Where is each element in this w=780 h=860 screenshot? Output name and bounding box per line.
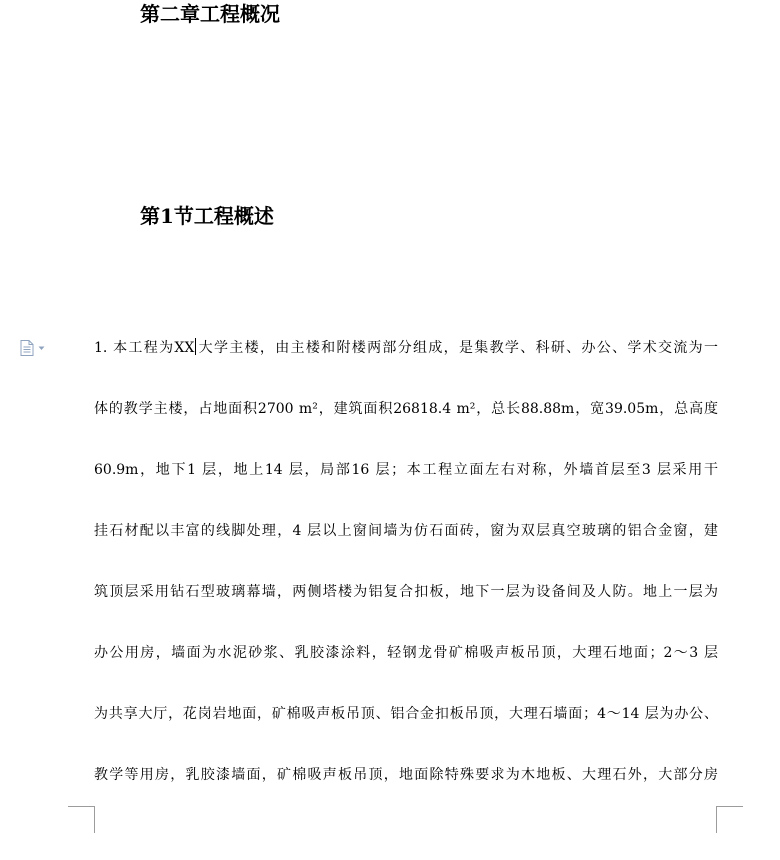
paragraph-line: [94, 334, 718, 395]
page-corner-mark-right: [716, 806, 743, 833]
paragraph-line: 为共享大厅，花岗岩地面，矿棉吸声板吊顶、铝合金扣板吊顶，大理石墙面；4～14 层为办公、: [94, 706, 718, 722]
paragraph-line: 教学等用房，乳胶漆墙面，矿棉吸声板吊顶，地面除特殊要求为木地板、大理石外，大部分房: [94, 767, 718, 783]
paragraph-line: 体的教学主楼，占地面积2700 m²，建筑面积26818.4 m²，总长88.88m，宽39.05m，总高度: [94, 401, 718, 417]
document-paragraph-icon: [20, 340, 34, 356]
paragraph-handle[interactable]: [20, 340, 50, 356]
page-corner-mark-left: [68, 806, 95, 833]
line-text-before-cursor: 1. 本工程为XX: [94, 340, 195, 356]
paragraph-line: 挂石材配以丰富的线脚处理，4 层以上窗间墙为仿石面砖，窗为双层真空玻璃的铝合金窗，建: [94, 523, 718, 539]
paragraph-line: 筑顶层采用钻石型玻璃幕墙，两侧塔楼为铝复合扣板，地下一层为设备间及人防。地上一层为: [94, 584, 718, 600]
paragraph-line: 办公用房，墙面为水泥砂浆、乳胶漆涂料，轻钢龙骨矿棉吸声板吊顶，大理石地面；2～3 层: [94, 645, 718, 661]
paragraph-line: 60.9m，地下1 层，地上14 层，局部16 层；本工程立面左右对称，外墙首层至3 层采用干: [94, 462, 718, 478]
chapter-title: 第二章工程概况: [140, 2, 280, 26]
section-title: 第1节工程概述: [140, 204, 274, 228]
body-paragraph[interactable]: [94, 334, 718, 822]
line-text-after-cursor: 大学主楼，由主楼和附楼两部分组成，是集教学、科研、办公、学术交流为一: [197, 340, 718, 356]
chevron-down-icon[interactable]: [38, 346, 45, 351]
